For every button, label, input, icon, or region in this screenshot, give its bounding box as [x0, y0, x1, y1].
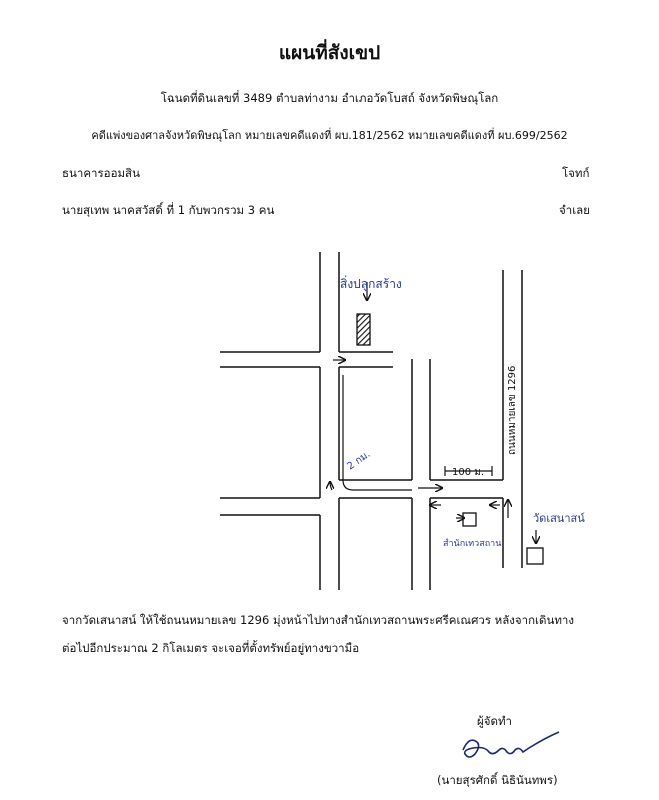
deed-line: โฉนดที่ดินเลขที่ 3489 ตำบลท่างาม อำเภอวัดโบสถ์ จังหวัดพิษณุโลก — [160, 91, 499, 105]
page-title: แผนที่สังเขป — [278, 42, 381, 64]
defendant-name: นายสุเทพ นาคสวัสดิ์ ที่ 1 กับพวกรวม 3 คน — [62, 203, 275, 217]
temple-box-icon — [527, 548, 543, 564]
shrine-box-icon — [463, 513, 476, 526]
plaintiff-name: ธนาคารออมสิน — [62, 166, 140, 180]
preparer-name: (นายสุรศักดิ์ นิธินันทพร) — [437, 773, 558, 787]
road-name-label: ถนนหมายเลข 1296 — [507, 365, 518, 455]
defendant-role: จำเลย — [559, 203, 590, 217]
distance-100m-label: 100 ม. — [452, 467, 485, 478]
temple-label: วัดเสนาสน์ — [533, 512, 585, 525]
property-building-icon — [357, 314, 370, 345]
property-label: สิ่งปลูกสร้าง — [340, 277, 402, 291]
case-line: คดีแพ่งของศาลจังหวัดพิษณุโลก หมายเลขคดีแดงที่ ผบ.181/2562 หมายเลขคดีแดงที่ ผบ.699/2562 — [91, 129, 568, 142]
signature-icon — [455, 728, 565, 768]
distance-2km-label: 2 กม. — [345, 448, 373, 473]
preparer-label: ผู้จัดทำ — [477, 714, 512, 728]
shrine-label: สำนักเทวสถาน — [443, 539, 502, 549]
plaintiff-role: โจทก์ — [562, 166, 590, 180]
directions-line-1: จากวัดเสนาสน์ ให้ใช้ถนนหมายเลข 1296 มุ่งหน้าไปทางสำนักเทวสถานพระศรีคเณศวร หลังจากเดินทาง — [62, 613, 574, 627]
directions-line-2: ต่อไปอีกประมาณ 2 กิโลเมตร จะเจอที่ตั้งทรัพย์อยู่ทางขวามือ — [62, 641, 360, 655]
route-line-bend — [343, 375, 412, 490]
route-arrow-curve — [330, 482, 332, 490]
